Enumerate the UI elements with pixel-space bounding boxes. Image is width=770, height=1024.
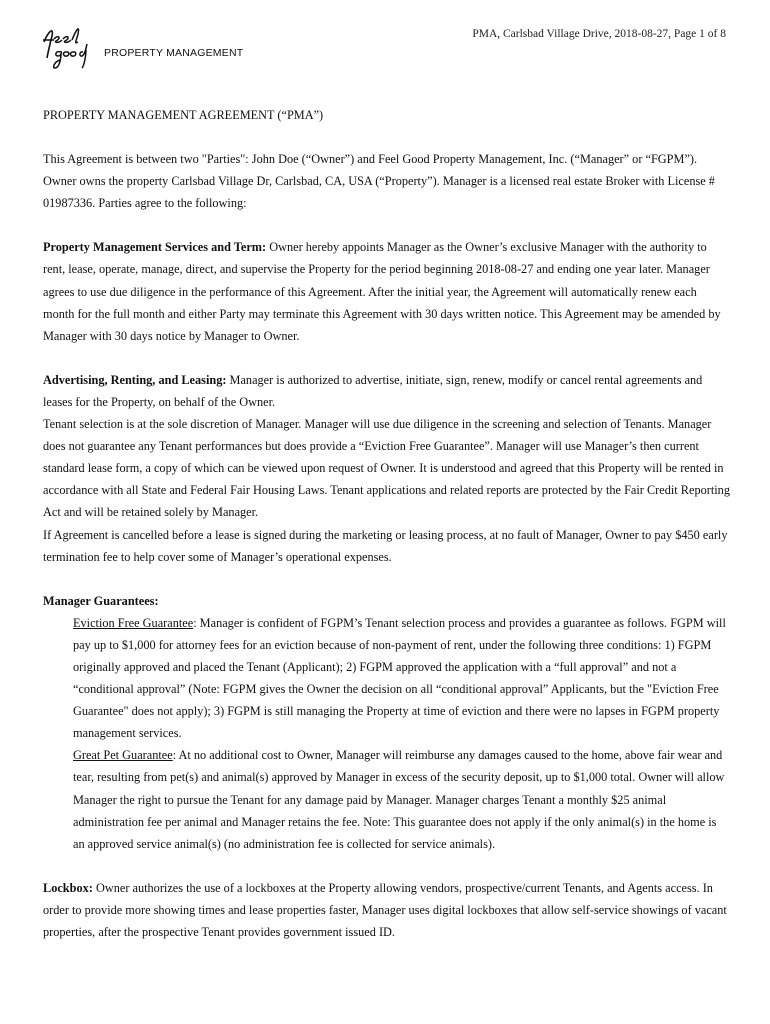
- lockbox-section: [43, 877, 731, 943]
- pet-guarantee-heading: Great Pet Guarantee: [73, 748, 173, 763]
- feel-good-script-logo-icon: [40, 22, 104, 72]
- services-text: Owner hereby appoints Manager as the Owner’s exclusive Manager with the authority to rent, lease, operate, manage, direct, and supervise the Property for the period beginning 2018-08-27 and ending one year later. Manager agrees to use due diligence in the performance of this Agreement. After the initial year, the Agreement will automatically renew each month for the full month and either Party may terminate this Agreement with 30 days written notice. This Agreement may be amended by Manager with 30 days notice by Manager to Owner.: [43, 240, 721, 343]
- services-heading: Property Management Services and Term:: [43, 240, 267, 255]
- document-body: [43, 104, 731, 943]
- pet-guarantee-paragraph: [43, 744, 731, 854]
- eviction-guarantee-heading: Eviction Free Guarantee: [73, 615, 194, 630]
- advertising-section: [43, 369, 731, 413]
- lockbox-heading: Lockbox:: [43, 880, 93, 895]
- cancellation-paragraph: If Agreement is cancelled before a lease is signed during the marketing or leasing process, at no fault of Manager, Owner to pay $450 early termination fee to help cover some of Manager’s operational expenses.: [43, 527, 728, 564]
- pet-guarantee-text: : At no additional cost to Owner, Manager will reimburse any damages caused to the home, above fair wear and tear, resulting from pet(s) and animal(s) approved by Manager in excess of the security deposit, up to $1,000 total. Owner will allow Manager the right to pursue the Tenant for any damage paid by Manager. Manager charges Tenant a monthly $25 animal administration fee per animal and Manager retains the fee. Note: This guarantee does not apply if the only animal(s) in the home is an approved service animal(s) (no administration fee is collected for service animals).: [73, 748, 725, 851]
- company-logo: [40, 22, 250, 72]
- eviction-guarantee-paragraph: [43, 612, 731, 745]
- logo-text: PROPERTY MANAGEMENT: [104, 47, 244, 59]
- tenant-selection-paragraph: Tenant selection is at the sole discretion of Manager. Manager will use due diligence in the screening and selection of Tenants. Manager does not guarantee any Tenant performances but does provide a “Eviction Free Guarantee”. Manager will use Manager’s then current standard lease form, a copy of which can be viewed upon request of Owner. It is understood and agreed that this Property will be rented in accordance with all State and Federal Fair Housing Laws. Tenant applications and related reports are protected by the Fair Credit Reporting Act and will be retained solely by Manager.: [43, 417, 730, 520]
- eviction-guarantee-text: : Manager is confident of FGPM’s Tenant selection process and provides a guarantee as follows. FGPM will pay up to $1,000 for attorney fees for an eviction because of non-payment of rent, under the following three conditions: 1) FGPM originally approved and placed the Tenant (Applicant); 2) FGPM approved the application with a “full approval” and not a “conditional approval” (Note: FGPM gives the Owner the decision on all “conditional approval” Applicants, but the "Eviction Free Guarantee" does not apply); 3) FGPM is still managing the Property at time of eviction and there were no lapses in FGPM property management services.: [73, 615, 726, 741]
- guarantees-heading: Manager Guarantees:: [43, 593, 159, 608]
- services-section: [43, 236, 731, 346]
- page-header-info: PMA, Carlsbad Village Drive, 2018-08-27, Page 1 of 8: [472, 28, 726, 40]
- document-title: PROPERTY MANAGEMENT AGREEMENT (“PMA”): [43, 108, 324, 122]
- lockbox-text: Owner authorizes the use of a lockboxes at the Property allowing vendors, prospective/current Tenants, and Agents access. In order to provide more showing times and lease properties faster, Manager uses digital lockboxes that allow self-service showings of vacant properties, after the prospective Tenant provides government issued ID.: [43, 880, 727, 939]
- intro-paragraph: This Agreement is between two "Parties": John Doe (“Owner”) and Feel Good Property Management, Inc. (“Manager” or “FGPM”). Owner owns the property Carlsbad Village Dr, Carlsbad, CA, USA (“Property”). Manager is a licensed real estate Broker with License # 01987336. Parties agree to the following:: [43, 152, 715, 211]
- advertising-heading: Advertising, Renting, and Leasing:: [43, 372, 227, 387]
- advertising-text: Manager is authorized to advertise, initiate, sign, renew, modify or cancel rental agreements and leases for the Property, on behalf of the Owner.: [43, 372, 703, 409]
